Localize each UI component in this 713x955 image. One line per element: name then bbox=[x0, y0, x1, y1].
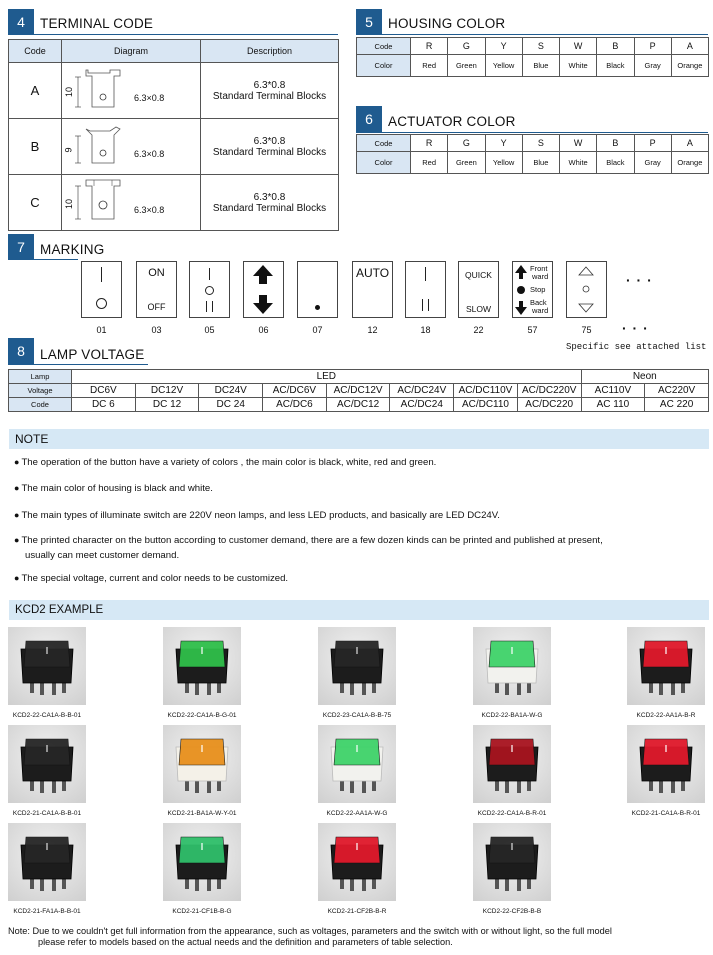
housing-color-title: HOUSING COLOR bbox=[388, 16, 506, 31]
terminal-desc-text: Standard Terminal Blocks bbox=[212, 90, 327, 102]
terminal-header-diagram: Diagram bbox=[62, 40, 201, 63]
lamp-type-row bbox=[9, 370, 709, 384]
marking-ellipsis-lower: · · · bbox=[622, 320, 649, 336]
housing-color-cell: White bbox=[560, 55, 597, 77]
actuator-code-cell: B bbox=[597, 135, 634, 152]
terminal-code: B bbox=[9, 119, 62, 175]
actuator-underline bbox=[356, 132, 708, 133]
actuator-color-cell: Gray bbox=[634, 152, 671, 174]
rocker-switch-icon bbox=[473, 823, 551, 901]
actuator-code-label: Code bbox=[357, 135, 411, 152]
voltage-cell: AC/DC24V bbox=[390, 384, 454, 398]
lamp-code-row bbox=[9, 398, 709, 412]
marking-code: 07 bbox=[312, 325, 323, 335]
actuator-code-cell: W bbox=[560, 135, 597, 152]
note-item bbox=[14, 483, 213, 494]
product-caption: KCD2-22-CA1A-B-G-01 bbox=[167, 712, 237, 719]
terminal-desc-size: 6.3*0.8 bbox=[253, 135, 286, 147]
lamp-code-label: Code bbox=[9, 398, 72, 412]
product-caption: KCD2-22-CF2B-B-B bbox=[482, 908, 542, 915]
dot-icon bbox=[315, 305, 320, 310]
product-caption: KCD2-22-BA1A-W-G bbox=[481, 712, 543, 719]
housing-underline bbox=[356, 34, 708, 35]
product-caption: KCD2-22-CA1A-B-R-01 bbox=[477, 810, 547, 817]
marking-01-symbol bbox=[81, 261, 122, 318]
terminal-header-description: Description bbox=[201, 40, 339, 63]
product-photo bbox=[8, 823, 86, 901]
off-text: OFF bbox=[147, 302, 166, 312]
product-caption: KCD2-21-CA1A-B-B-01 bbox=[12, 810, 82, 817]
terminal-code: C bbox=[9, 175, 62, 231]
housing-code-cell: S bbox=[522, 38, 559, 55]
rocker-switch-icon bbox=[318, 627, 396, 705]
product-photo bbox=[163, 627, 241, 705]
actuator-code-cell: G bbox=[448, 135, 485, 152]
actuator-color-cell: Black bbox=[597, 152, 634, 174]
bullet-icon: ● bbox=[14, 573, 20, 583]
neon-group: Neon bbox=[581, 370, 708, 384]
product-caption: KCD2-22-CA1A-B-B-01 bbox=[12, 712, 82, 719]
marking-code: 22 bbox=[473, 325, 484, 335]
marking-code: 01 bbox=[96, 325, 107, 335]
note-text: The printed character on the button according to customer demand, there are a few dozen kinds can be printed and published at present, bbox=[21, 535, 603, 546]
product-caption: KCD2-21-CA1A-B-R-01 bbox=[631, 810, 701, 817]
rocker-switch-icon bbox=[318, 823, 396, 901]
terminal-underline bbox=[8, 34, 338, 35]
actuator-color-cell: Green bbox=[448, 152, 485, 174]
terminal-code: A bbox=[9, 63, 62, 119]
actuator-color-cell: Yellow bbox=[485, 152, 522, 174]
marking-05-symbol bbox=[189, 261, 230, 318]
terminal-height: 10 bbox=[64, 198, 75, 210]
terminal-desc-text: Standard Terminal Blocks bbox=[212, 202, 327, 214]
actuator-color-cell: White bbox=[560, 152, 597, 174]
marking-code: 57 bbox=[527, 325, 538, 335]
housing-code-cell: G bbox=[448, 38, 485, 55]
actuator-color-cell: Orange bbox=[671, 152, 708, 174]
terminal-description bbox=[201, 119, 339, 175]
terminal-spec: 6.3×0.8 bbox=[134, 205, 165, 215]
bullet-icon: ● bbox=[14, 457, 20, 467]
terminal-code-table bbox=[8, 39, 339, 231]
terminal-description bbox=[201, 175, 339, 231]
terminal-row-b bbox=[9, 119, 339, 175]
marking-code: 18 bbox=[420, 325, 431, 335]
terminal-drawing bbox=[62, 63, 201, 119]
terminal-diagram-b bbox=[62, 119, 201, 175]
housing-color-cell: Green bbox=[448, 55, 485, 77]
actuator-code-row bbox=[357, 135, 709, 152]
product-photo bbox=[8, 725, 86, 803]
quick-text: QUICK bbox=[465, 270, 492, 280]
marking-code: 06 bbox=[258, 325, 269, 335]
terminal-drawing bbox=[62, 119, 201, 175]
product-photo bbox=[163, 725, 241, 803]
product-photo bbox=[318, 725, 396, 803]
ward-label: ward bbox=[532, 272, 549, 281]
actuator-code-cell: R bbox=[411, 135, 448, 152]
terminal-diagram-c bbox=[62, 175, 201, 231]
i-mark-icon bbox=[209, 268, 210, 280]
lamp-underline bbox=[8, 364, 148, 365]
note-item bbox=[14, 510, 500, 521]
marking-ellipsis: · · · bbox=[626, 272, 653, 288]
housing-code-cell: A bbox=[671, 38, 708, 55]
actuator-color-title: ACTUATOR COLOR bbox=[388, 114, 516, 129]
footer-line-2: please refer to models based on the actual needs and the definition and parameters of table selection. bbox=[38, 937, 453, 947]
lamp-code-cell: AC/DC220 bbox=[517, 398, 581, 412]
terminal-drawing bbox=[62, 175, 201, 231]
lamp-code-cell: DC 6 bbox=[72, 398, 136, 412]
note-text: The operation of the button have a variety of colors , the main color is black, white, red and green. bbox=[21, 457, 437, 468]
ii-mark-icon bbox=[212, 301, 213, 312]
note-item-continuation: usually can meet customer demand. bbox=[25, 550, 180, 561]
lamp-code-cell: DC 12 bbox=[135, 398, 199, 412]
marking-03-symbol bbox=[136, 261, 177, 318]
note-item bbox=[14, 535, 603, 546]
ii-mark-icon bbox=[206, 301, 207, 312]
product-photo bbox=[318, 823, 396, 901]
front-label: Front bbox=[530, 264, 548, 273]
on-text: ON bbox=[148, 267, 165, 279]
lamp-code-cell: AC/DC12 bbox=[326, 398, 390, 412]
product-caption: KCD2-22-AA1A-W-G bbox=[326, 810, 388, 817]
housing-code-cell: Y bbox=[485, 38, 522, 55]
housing-code-row bbox=[357, 38, 709, 55]
housing-code-cell: B bbox=[597, 38, 634, 55]
actuator-color-cell: Blue bbox=[522, 152, 559, 174]
housing-color-label: Color bbox=[357, 55, 411, 77]
product-photo bbox=[473, 627, 551, 705]
product-caption: KCD2-21-CF2B-B-R bbox=[327, 908, 387, 915]
marking-18-symbol bbox=[405, 261, 446, 318]
lamp-label: Lamp bbox=[9, 370, 72, 384]
triangle-circle-icon bbox=[567, 262, 606, 317]
voltage-label: Voltage bbox=[9, 384, 72, 398]
section-number-housing: 5 bbox=[356, 9, 382, 35]
section-number-lamp: 8 bbox=[8, 338, 34, 364]
terminal-spec: 6.3×0.8 bbox=[134, 149, 165, 159]
voltage-cell: DC6V bbox=[72, 384, 136, 398]
bullet-icon: ● bbox=[14, 483, 20, 493]
housing-code-label: Code bbox=[357, 38, 411, 55]
terminal-code-title: TERMINAL CODE bbox=[40, 16, 154, 31]
bullet-icon: ● bbox=[14, 510, 20, 520]
actuator-code-cell: A bbox=[671, 135, 708, 152]
voltage-cell: DC12V bbox=[135, 384, 199, 398]
lamp-voltage-title: LAMP VOLTAGE bbox=[40, 347, 145, 362]
product-photo bbox=[627, 627, 705, 705]
lamp-voltage-table bbox=[8, 369, 709, 412]
product-photo bbox=[627, 725, 705, 803]
voltage-cell: AC110V bbox=[581, 384, 645, 398]
marking-code: 03 bbox=[151, 325, 162, 335]
housing-color-cell: Yellow bbox=[485, 55, 522, 77]
rocker-switch-icon bbox=[163, 627, 241, 705]
product-caption: KCD2-21-BA1A-W-Y-01 bbox=[167, 810, 237, 817]
o-mark-icon bbox=[96, 298, 107, 309]
note-item bbox=[14, 457, 436, 468]
led-group: LED bbox=[72, 370, 582, 384]
actuator-color-label: Color bbox=[357, 152, 411, 174]
housing-color-cell: Gray bbox=[634, 55, 671, 77]
housing-color-cell: Blue bbox=[522, 55, 559, 77]
marking-footnote: Specific see attached list bbox=[566, 342, 707, 352]
housing-code-cell: W bbox=[560, 38, 597, 55]
example-bar bbox=[9, 600, 709, 620]
ii-mark-icon bbox=[422, 299, 423, 311]
marking-75-symbol bbox=[566, 261, 607, 318]
product-photo bbox=[473, 725, 551, 803]
stop-label: Stop bbox=[530, 285, 546, 294]
i-mark-icon bbox=[101, 267, 102, 282]
note-text: The special voltage, current and color needs to be customized. bbox=[21, 573, 289, 584]
actuator-color-row bbox=[357, 152, 709, 174]
voltage-cell: DC24V bbox=[199, 384, 263, 398]
terminal-desc-size: 6.3*0.8 bbox=[253, 191, 286, 203]
rocker-switch-icon bbox=[163, 725, 241, 803]
voltage-cell: AC/DC110V bbox=[454, 384, 518, 398]
section-number-terminal: 4 bbox=[8, 9, 34, 35]
actuator-code-cell: P bbox=[634, 135, 671, 152]
housing-color-cell: Red bbox=[411, 55, 448, 77]
terminal-diagram-a bbox=[62, 63, 201, 119]
actuator-color-cell: Red bbox=[411, 152, 448, 174]
actuator-color-table bbox=[356, 134, 709, 174]
rocker-switch-icon bbox=[473, 627, 551, 705]
marking-07-symbol bbox=[297, 261, 338, 318]
up-down-arrows-icon bbox=[244, 262, 283, 317]
marking-title: MARKING bbox=[40, 242, 105, 257]
actuator-code-cell: S bbox=[522, 135, 559, 152]
product-photo bbox=[318, 627, 396, 705]
housing-code-cell: P bbox=[634, 38, 671, 55]
terminal-height: 9 bbox=[63, 147, 74, 153]
terminal-row-a bbox=[9, 63, 339, 119]
back-label: Back bbox=[530, 298, 547, 307]
lamp-code-cell: AC 110 bbox=[581, 398, 645, 412]
rocker-switch-icon bbox=[8, 725, 86, 803]
terminal-height: 10 bbox=[64, 86, 75, 98]
voltage-row bbox=[9, 384, 709, 398]
section-number-marking: 7 bbox=[8, 234, 34, 260]
lamp-code-cell: AC/DC6 bbox=[263, 398, 327, 412]
lamp-code-cell: DC 24 bbox=[199, 398, 263, 412]
footer-note bbox=[8, 926, 708, 948]
voltage-cell: AC/DC12V bbox=[326, 384, 390, 398]
marking-57-symbol bbox=[512, 261, 553, 318]
bullet-icon: ● bbox=[14, 535, 20, 545]
rocker-switch-icon bbox=[8, 823, 86, 901]
example-title: KCD2 EXAMPLE bbox=[15, 604, 104, 616]
product-caption: KCD2-21-CF1B-B-G bbox=[172, 908, 232, 915]
voltage-cell: AC220V bbox=[645, 384, 709, 398]
product-photo bbox=[163, 823, 241, 901]
note-item bbox=[14, 573, 288, 584]
housing-color-cell: Orange bbox=[671, 55, 708, 77]
rocker-switch-icon bbox=[627, 725, 705, 803]
section-number-actuator: 6 bbox=[356, 106, 382, 132]
housing-color-cell: Black bbox=[597, 55, 634, 77]
note-title: NOTE bbox=[15, 432, 49, 446]
marking-underline bbox=[8, 259, 78, 260]
housing-color-row bbox=[357, 55, 709, 77]
marking-code: 75 bbox=[581, 325, 592, 335]
rocker-switch-icon bbox=[473, 725, 551, 803]
terminal-description bbox=[201, 63, 339, 119]
terminal-header-code: Code bbox=[9, 40, 62, 63]
lamp-code-cell: AC 220 bbox=[645, 398, 709, 412]
note-text: The main color of housing is black and white. bbox=[21, 483, 213, 494]
voltage-cell: AC/DC220V bbox=[517, 384, 581, 398]
terminal-row-c bbox=[9, 175, 339, 231]
marking-22-symbol bbox=[458, 261, 499, 318]
marking-code: 12 bbox=[367, 325, 378, 335]
actuator-code-cell: Y bbox=[485, 135, 522, 152]
lamp-code-cell: AC/DC24 bbox=[390, 398, 454, 412]
terminal-spec: 6.3×0.8 bbox=[134, 93, 165, 103]
ward-label: ward bbox=[532, 306, 549, 315]
footer-line-1: Note: Due to we couldn't get full information from the appearance, such as voltages, parameters and the switch with or without light, so the full model bbox=[8, 926, 612, 936]
auto-text: AUTO bbox=[355, 266, 390, 280]
note-text: The main types of illuminate switch are 220V neon lamps, and less LED products, and basically are LED DC24V. bbox=[21, 510, 500, 521]
rocker-switch-icon bbox=[318, 725, 396, 803]
i-mark-icon bbox=[425, 267, 426, 281]
product-caption: KCD2-23-CA1A-B-B-75 bbox=[322, 712, 392, 719]
marking-12-symbol bbox=[352, 261, 393, 318]
terminal-desc-text: Standard Terminal Blocks bbox=[212, 146, 327, 158]
rocker-switch-icon bbox=[163, 823, 241, 901]
voltage-cell: AC/DC6V bbox=[263, 384, 327, 398]
lamp-code-cell: AC/DC110 bbox=[454, 398, 518, 412]
note-bar bbox=[9, 429, 709, 449]
housing-code-cell: R bbox=[411, 38, 448, 55]
rocker-switch-icon bbox=[627, 627, 705, 705]
marking-06-symbol bbox=[243, 261, 284, 318]
terminal-desc-size: 6.3*0.8 bbox=[253, 79, 286, 91]
slow-text: SLOW bbox=[465, 304, 492, 314]
product-caption: KCD2-21-FA1A-B-B-01 bbox=[13, 908, 81, 915]
product-photo bbox=[8, 627, 86, 705]
product-caption: KCD2-22-AA1A-B-R bbox=[636, 712, 696, 719]
o-mark-icon bbox=[205, 286, 214, 295]
rocker-switch-icon bbox=[8, 627, 86, 705]
housing-color-table bbox=[356, 37, 709, 77]
marking-code: 05 bbox=[204, 325, 215, 335]
ii-mark-icon bbox=[428, 299, 429, 311]
product-photo bbox=[473, 823, 551, 901]
